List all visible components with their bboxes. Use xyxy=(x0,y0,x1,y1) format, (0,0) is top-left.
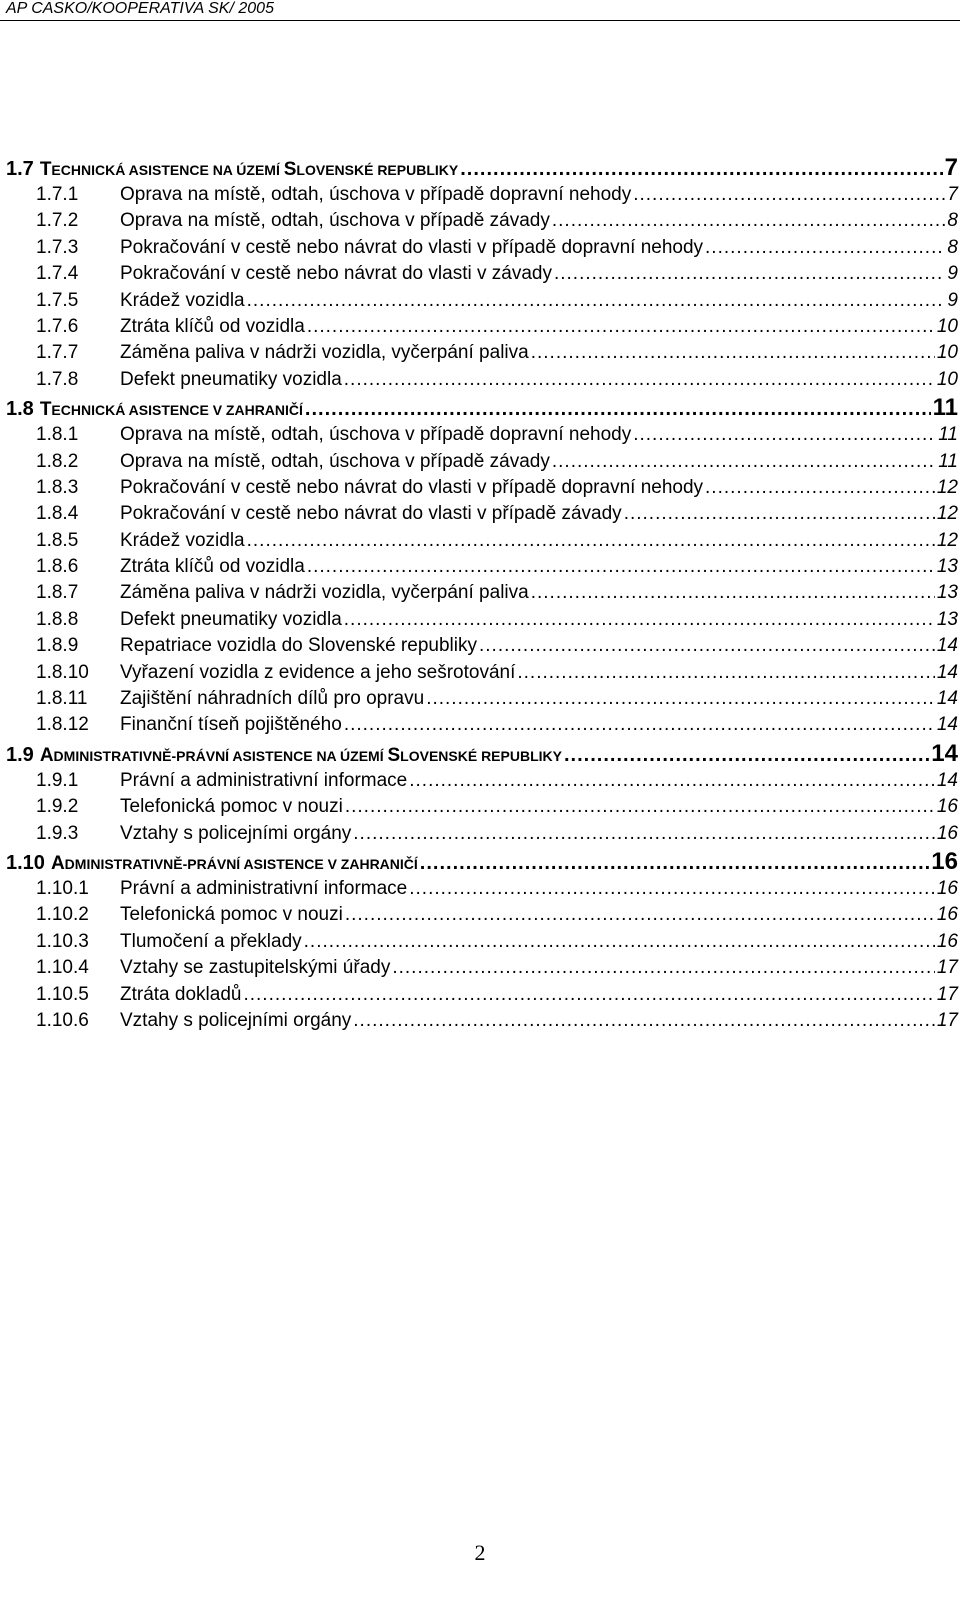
toc-title-part: DMINISTRATIVNĚ-PRÁVNÍ ASISTENCE V ZAHRANIČÍ xyxy=(64,855,418,872)
toc-number: 1.10.4 xyxy=(36,957,89,979)
toc-number: 1.8.7 xyxy=(36,582,79,604)
toc-title xyxy=(51,849,418,879)
toc-entry-row[interactable] xyxy=(6,1008,958,1034)
toc-leader-dots xyxy=(345,794,935,820)
toc-number: 1.10 xyxy=(6,851,45,874)
toc-number: 1.9.2 xyxy=(36,796,79,818)
toc-title-part: DMINISTRATIVNĚ-PRÁVNÍ ASISTENCE NA ÚZEMÍ xyxy=(53,747,388,764)
toc-number: 1.10.2 xyxy=(36,904,89,926)
toc-title: Telefonická pomoc v nouzi xyxy=(120,796,343,818)
toc-title: Krádež vozidla xyxy=(120,529,245,551)
toc-page-number: 11 xyxy=(932,394,958,422)
toc-title: Vyřazení vozidla z evidence a jeho sešrotování xyxy=(120,661,516,683)
toc-entry-row[interactable] xyxy=(6,902,958,928)
toc-number: 1.8.8 xyxy=(36,608,79,630)
toc-entry-row[interactable] xyxy=(6,314,958,340)
toc-entry-row[interactable] xyxy=(6,501,958,527)
toc-title: Zajištění náhradních dílů pro opravu xyxy=(120,688,425,710)
toc-page-number: 10 xyxy=(936,368,958,390)
toc-entry-row[interactable] xyxy=(6,235,958,261)
toc-page-number: 12 xyxy=(936,476,958,498)
toc-title-part: S xyxy=(283,159,297,180)
toc-number: 1.8.3 xyxy=(36,476,79,498)
toc-leader-dots xyxy=(460,155,942,184)
toc-page-number: 12 xyxy=(936,529,958,551)
toc-title: Záměna paliva v nádrži vozidla, vyčerpání paliva xyxy=(120,342,529,364)
toc-page-number: 12 xyxy=(936,503,958,525)
toc-entry-row[interactable] xyxy=(6,475,958,501)
toc-title-part: ECHNICKÁ ASISTENCE NA ÚZEMÍ xyxy=(51,162,284,178)
toc-entry-row[interactable] xyxy=(6,955,958,981)
toc-title: Ztráta dokladů xyxy=(120,983,242,1005)
toc-number: 1.7.8 xyxy=(36,368,79,390)
toc-leader-dots xyxy=(552,208,946,234)
toc-page-number: 17 xyxy=(936,983,958,1005)
toc-page-number: 17 xyxy=(936,1009,958,1031)
toc-page-number: 17 xyxy=(936,957,958,979)
toc-page-number: 7 xyxy=(947,184,958,205)
toc-number: 1.9.3 xyxy=(36,822,79,844)
toc-page-number: 16 xyxy=(936,822,958,844)
toc-title xyxy=(40,741,562,771)
toc-leader-dots xyxy=(344,607,935,633)
toc-number: 1.7.1 xyxy=(36,184,79,205)
toc-entry-row[interactable] xyxy=(6,422,958,448)
toc-number: 1.8.11 xyxy=(36,688,88,710)
toc-title-part: ECHNICKÁ ASISTENCE V ZAHRANIČÍ xyxy=(51,402,303,419)
toc-title: Repatriace vozidla do Slovenské republiky xyxy=(120,635,477,657)
toc-number: 1.7.3 xyxy=(36,236,79,258)
toc-leader-dots xyxy=(531,580,935,606)
toc-entry-row[interactable] xyxy=(6,580,958,606)
toc-number: 1.7.7 xyxy=(36,342,79,364)
toc-entry-row[interactable] xyxy=(6,633,958,659)
toc-leader-dots xyxy=(633,182,945,208)
toc-leader-dots xyxy=(304,929,935,955)
toc-leader-dots xyxy=(564,741,929,770)
table-of-contents xyxy=(6,153,958,1034)
toc-title xyxy=(40,395,303,425)
toc-leader-dots xyxy=(531,340,935,366)
toc-leader-dots xyxy=(409,876,935,902)
toc-leader-dots xyxy=(305,395,931,424)
toc-number: 1.7.4 xyxy=(36,263,79,285)
toc-number: 1.10.5 xyxy=(36,983,89,1005)
toc-leader-dots xyxy=(243,982,934,1008)
toc-leader-dots xyxy=(705,475,935,501)
toc-entry-row[interactable] xyxy=(6,982,958,1008)
toc-number: 1.8.2 xyxy=(36,450,79,472)
toc-number: 1.7.6 xyxy=(36,315,79,337)
toc-number: 1.8.5 xyxy=(36,529,79,551)
toc-entry-row[interactable] xyxy=(6,340,958,366)
toc-title: Defekt pneumatiky vozidla xyxy=(120,608,342,630)
toc-number: 1.7.2 xyxy=(36,210,79,232)
toc-title: Pokračování v cestě nebo návrat do vlasti v případě dopravní nehody xyxy=(120,236,704,258)
toc-leader-dots xyxy=(392,955,935,981)
toc-page-number: 7 xyxy=(944,154,958,181)
toc-entry-row[interactable] xyxy=(6,929,958,955)
toc-page-number: 16 xyxy=(936,796,958,818)
toc-entry-row[interactable] xyxy=(6,794,958,820)
toc-entry-row[interactable] xyxy=(6,182,958,208)
toc-page-number: 16 xyxy=(936,930,958,952)
toc-number: 1.8.12 xyxy=(36,714,89,736)
toc-number: 1.8.1 xyxy=(36,424,79,446)
toc-entry-row[interactable] xyxy=(6,607,958,633)
toc-title: Ztráta klíčů od vozidla xyxy=(120,556,305,578)
toc-title: Právní a administrativní informace xyxy=(120,769,408,791)
toc-number: 1.10.6 xyxy=(36,1009,89,1031)
toc-title: Vztahy se zastupitelskými úřady xyxy=(120,957,391,979)
toc-title: Defekt pneumatiky vozidla xyxy=(120,368,342,390)
toc-title: Záměna paliva v nádrži vozidla, vyčerpání paliva xyxy=(120,582,529,604)
toc-page-number: 14 xyxy=(936,635,958,657)
toc-title: Tlumočení a překlady xyxy=(120,930,302,952)
toc-leader-dots xyxy=(426,686,935,712)
toc-page-number: 11 xyxy=(938,450,958,472)
toc-page-number: 16 xyxy=(931,847,958,875)
toc-entry-row[interactable] xyxy=(6,528,958,554)
toc-page-number: 9 xyxy=(947,289,958,311)
toc-page-number: 14 xyxy=(931,739,958,767)
toc-title: Finanční tíseň pojištěného xyxy=(120,714,342,736)
toc-title: Telefonická pomoc v nouzi xyxy=(120,904,343,926)
toc-page-number: 8 xyxy=(947,236,958,258)
toc-entry-row[interactable] xyxy=(6,660,958,686)
toc-title-part: LOVENSKÉ REPUBLIKY xyxy=(400,747,562,764)
toc-page-number: 11 xyxy=(938,424,958,446)
toc-number: 1.7.5 xyxy=(36,289,79,311)
toc-number: 1.8.9 xyxy=(36,635,79,657)
toc-leader-dots xyxy=(307,554,935,580)
toc-title: Pokračování v cestě nebo návrat do vlasti v závady xyxy=(120,263,552,285)
toc-leader-dots xyxy=(552,449,936,475)
toc-number: 1.8.6 xyxy=(36,556,79,578)
toc-title-part: A xyxy=(50,852,65,874)
toc-entry-row[interactable] xyxy=(6,876,958,902)
toc-title-part: A xyxy=(39,744,54,766)
toc-page-number: 14 xyxy=(936,714,958,736)
toc-page-number: 14 xyxy=(936,769,958,791)
toc-entry-row[interactable] xyxy=(6,712,958,738)
toc-title: Vztahy s policejními orgány xyxy=(120,1009,352,1031)
page-header-text: AP CASKO/KOOPERATIVA SK/ 2005 xyxy=(6,0,274,17)
toc-leader-dots xyxy=(247,288,946,314)
toc-entry-row[interactable] xyxy=(6,821,958,847)
toc-leader-dots xyxy=(353,821,935,847)
toc-number: 1.8 xyxy=(6,398,34,421)
toc-entry-row[interactable] xyxy=(6,261,958,287)
toc-title: Krádež vozidla xyxy=(120,289,245,311)
toc-title-part: T xyxy=(39,399,52,421)
toc-leader-dots xyxy=(420,849,930,878)
toc-leader-dots xyxy=(344,367,935,393)
toc-title: Oprava na místě, odtah, úschova v případě dopravní nehody xyxy=(120,424,632,446)
toc-leader-dots xyxy=(345,902,935,928)
toc-page-number: 16 xyxy=(936,877,958,899)
toc-leader-dots xyxy=(624,501,935,527)
toc-number: 1.9 xyxy=(6,743,34,766)
toc-title-part: T xyxy=(39,159,52,180)
toc-number: 1.8.4 xyxy=(36,503,79,525)
toc-title xyxy=(40,155,458,185)
toc-page-number: 14 xyxy=(936,688,958,710)
toc-title: Právní a administrativní informace xyxy=(120,877,408,899)
toc-page-number: 16 xyxy=(936,904,958,926)
toc-leader-dots xyxy=(344,712,935,738)
header-rule xyxy=(0,20,960,21)
toc-leader-dots xyxy=(705,235,945,261)
toc-leader-dots xyxy=(517,660,935,686)
toc-section-row[interactable] xyxy=(6,393,958,422)
toc-leader-dots xyxy=(353,1008,935,1034)
toc-title: Vztahy s policejními orgány xyxy=(120,822,352,844)
toc-entry-row[interactable] xyxy=(6,554,958,580)
toc-section-row[interactable] xyxy=(6,739,958,768)
toc-leader-dots xyxy=(633,422,936,448)
toc-title: Oprava na místě, odtah, úschova v případě dopravní nehody xyxy=(120,184,632,205)
toc-number: 1.10.1 xyxy=(36,877,89,899)
toc-title-part: S xyxy=(387,744,401,766)
toc-page-number: 13 xyxy=(936,582,958,604)
toc-leader-dots xyxy=(247,528,935,554)
toc-title: Pokračování v cestě nebo návrat do vlasti v případě závady xyxy=(120,503,622,525)
page-number: 2 xyxy=(474,1540,486,1565)
toc-leader-dots xyxy=(307,314,935,340)
toc-leader-dots xyxy=(554,261,945,287)
toc-entry-row[interactable] xyxy=(6,449,958,475)
toc-page-number: 13 xyxy=(936,608,958,630)
toc-page-number: 13 xyxy=(936,556,958,578)
toc-page-number: 9 xyxy=(947,263,958,285)
toc-number: 1.8.10 xyxy=(36,661,89,683)
toc-page-number: 10 xyxy=(936,315,958,337)
toc-title-part: LOVENSKÉ REPUBLIKY xyxy=(296,162,459,178)
toc-number: 1.9.1 xyxy=(36,769,79,791)
toc-title: Oprava na místě, odtah, úschova v případě závady xyxy=(120,450,550,472)
toc-section-row[interactable] xyxy=(6,153,958,182)
toc-entry-row[interactable] xyxy=(6,208,958,234)
toc-leader-dots xyxy=(479,633,935,659)
toc-number: 1.7 xyxy=(6,158,34,180)
toc-page-number: 10 xyxy=(936,342,958,364)
toc-leader-dots xyxy=(409,768,935,794)
toc-section-row[interactable] xyxy=(6,847,958,876)
toc-entry-row[interactable] xyxy=(6,768,958,794)
toc-entry-row[interactable] xyxy=(6,367,958,393)
toc-title: Oprava na místě, odtah, úschova v případě závady xyxy=(120,210,550,232)
toc-title: Pokračování v cestě nebo návrat do vlasti v případě dopravní nehody xyxy=(120,476,704,498)
toc-title: Ztráta klíčů od vozidla xyxy=(120,315,305,337)
toc-page-number: 8 xyxy=(947,210,958,232)
toc-page-number: 14 xyxy=(936,661,958,683)
toc-entry-row[interactable] xyxy=(6,288,958,314)
toc-entry-row[interactable] xyxy=(6,686,958,712)
toc-number: 1.10.3 xyxy=(36,930,89,952)
